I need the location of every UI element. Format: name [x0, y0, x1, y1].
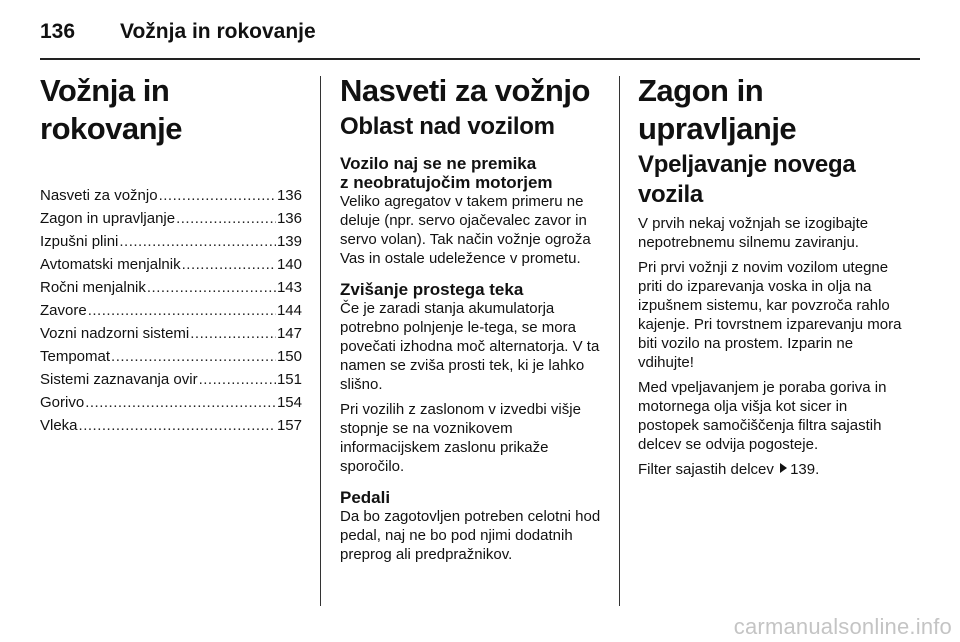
toc-entry-page: 150	[276, 348, 302, 365]
section-subheading: Vpeljavanje novega vozila	[638, 151, 856, 208]
toc-leader-dots	[88, 299, 276, 322]
cross-reference[interactable]	[638, 460, 904, 479]
toc-entry[interactable]	[40, 276, 302, 299]
toc-entry-page: 136	[276, 187, 302, 204]
toc-entry-page: 136	[276, 210, 302, 227]
section-heading: Zagon in upravljanje	[638, 73, 797, 146]
toc-entry-label: Sistemi zaznavanja ovir	[40, 371, 198, 388]
toc-entry-label: Avtomatski menjalnik	[40, 256, 181, 273]
toc-entry[interactable]	[40, 391, 302, 414]
starting-column	[638, 72, 904, 485]
toc-entry-page: 143	[276, 279, 302, 296]
toc-leader-dots	[119, 230, 276, 253]
section-heading: Nasveti za vožnjo	[340, 73, 590, 108]
body-paragraph: Da bo zagotovljen potreben celotni hod pedal, naj ne bo pod njimi dodatnih preprog ali predpražnikov.	[340, 508, 601, 563]
toc-entry[interactable]	[40, 322, 302, 345]
reference-page: 139.	[790, 461, 820, 478]
topic-title: Pedali	[340, 488, 391, 507]
toc-entry-label: Ročni menjalnik	[40, 279, 146, 296]
toc-entry[interactable]	[40, 230, 302, 253]
toc-entry-page: 154	[276, 394, 302, 411]
toc-entry-page: 147	[276, 325, 302, 342]
toc-entry-page: 139	[276, 233, 302, 250]
toc-entry-label: Gorivo	[40, 394, 85, 411]
body-paragraph: Pri vozilih z zaslonom v izvedbi višje stopnje se na voznikovem informacijskem zaslonu prikaže sporočilo.	[340, 401, 581, 475]
toc-leader-dots	[159, 184, 276, 207]
toc-entry-page: 151	[276, 371, 302, 388]
toc-entry-label: Zavore	[40, 302, 87, 319]
column-divider	[320, 76, 321, 606]
driving-tips-column	[340, 72, 602, 576]
reference-text: Filter sajastih delcev	[638, 461, 774, 478]
section-pedals	[340, 488, 602, 564]
topic-title: Zvišanje prostega teka	[340, 280, 524, 299]
toc-entry[interactable]	[40, 207, 302, 230]
section-engine-off	[340, 154, 602, 268]
page-number: 136	[40, 20, 76, 43]
body-paragraph: V prvih nekaj vožnjah se izogibajte nepotrebnemu silnemu zaviranju.	[638, 215, 869, 251]
toc-leader-dots	[147, 276, 276, 299]
toc-entry-label: Zagon in upravljanje	[40, 210, 176, 227]
toc-column	[40, 72, 302, 437]
column-divider	[619, 76, 620, 606]
toc-leader-dots	[79, 414, 276, 437]
toc-entry-label: Tempomat	[40, 348, 111, 365]
toc-heading: Vožnja in rokovanje	[40, 73, 182, 146]
header-title: Vožnja in rokovanje	[120, 20, 316, 43]
toc-leader-dots	[176, 207, 276, 230]
topic-title: Vozilo naj se ne premika	[340, 154, 537, 173]
reference-arrow-icon	[780, 463, 787, 473]
toc-entry[interactable]	[40, 368, 302, 391]
toc-leader-dots	[199, 368, 276, 391]
toc-leader-dots	[85, 391, 276, 414]
toc-entry-page: 144	[276, 302, 302, 319]
toc-leader-dots	[182, 253, 276, 276]
toc-leader-dots	[111, 345, 276, 368]
toc-entry[interactable]	[40, 299, 302, 322]
toc-entry-label: Nasveti za vožnjo	[40, 187, 158, 204]
toc-entry-label: Izpušni plini	[40, 233, 119, 250]
section-idle-speed	[340, 280, 602, 476]
body-paragraph: Veliko agregatov v takem primeru ne deluje (npr. servo ojačevalec zavor in servo volan). Tak način vožnje ogroža Vas in ostale udeležence v prometu.	[340, 193, 591, 267]
body-paragraph: Pri prvi vožnji z novim vozilom utegne priti do izparevanja voska in olja na izpušnem sistemu, kar povzroča rahlo kajenje. Pri tovrstnem izparevanju mora biti vozilo na prostem. Izparin ne vdihujte!	[638, 259, 902, 371]
watermark: carmanualsonline.info	[733, 614, 952, 639]
toc-list	[40, 184, 302, 437]
topic-title: z neobratujočim motorjem	[340, 173, 553, 192]
toc-entry[interactable]	[40, 345, 302, 368]
toc-entry[interactable]	[40, 414, 302, 437]
section-subheading: Oblast nad vozilom	[340, 113, 555, 140]
body-paragraph: Med vpeljavanjem je poraba goriva in motornega olja višja kot sicer in postopek samočiščenja filtra sajastih delcev se odvija pogosteje.	[638, 379, 887, 453]
toc-entry-label: Vozni nadzorni sistemi	[40, 325, 190, 342]
toc-entry-page: 157	[276, 417, 302, 434]
toc-entry[interactable]	[40, 184, 302, 207]
toc-entry[interactable]	[40, 253, 302, 276]
body-paragraph: Če je zaradi stanja akumulatorja potrebno polnjenje le-tega, se mora povečati izhodna moč alternatorja. V ta namen se zviša prosti tek, ki je lahko slišno.	[340, 300, 600, 393]
toc-entry-label: Vleka	[40, 417, 78, 434]
toc-leader-dots	[190, 322, 276, 345]
toc-entry-page: 140	[276, 256, 302, 273]
page-header	[40, 16, 920, 60]
